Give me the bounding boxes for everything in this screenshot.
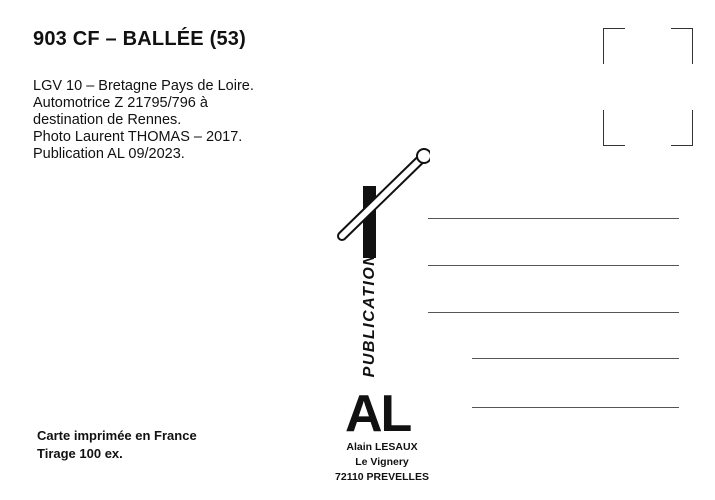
print-info [37,427,197,463]
stamp-corner [603,28,625,64]
address-line [472,407,679,408]
publication-vertical-text: PUBLICATION [361,252,378,378]
printed-in-france: Carte imprimée en France [37,428,197,443]
caption-line: Publication AL 09/2023. [33,146,185,162]
card-caption [33,78,254,163]
publication-al-logo [330,140,430,443]
card-title: 903 CF – BALLÉE (53) [33,28,246,50]
publisher-city: 72110 PREVELLES [335,471,429,483]
caption-line: Automotrice Z 21795/796 à [33,95,208,111]
pen-nib-icon [342,149,430,236]
publisher-address [335,440,429,485]
publisher-street: Le Vignery [355,456,409,468]
address-line [428,312,679,313]
stamp-corner [671,28,693,64]
publisher-name: Alain LESAUX [346,441,418,453]
caption-line: Photo Laurent THOMAS – 2017. [33,129,243,145]
address-line [428,265,679,266]
stamp-corner [671,110,693,146]
logo-bar-icon [363,186,376,258]
stamp-corner [603,110,625,146]
caption-line: destination de Rennes. [33,112,182,128]
caption-line: LGV 10 – Bretagne Pays de Loire. [33,78,254,94]
stamp-box [600,25,696,149]
al-mark: AL [345,385,411,443]
address-line [428,218,679,219]
address-line [472,358,679,359]
print-run: Tirage 100 ex. [37,446,123,461]
